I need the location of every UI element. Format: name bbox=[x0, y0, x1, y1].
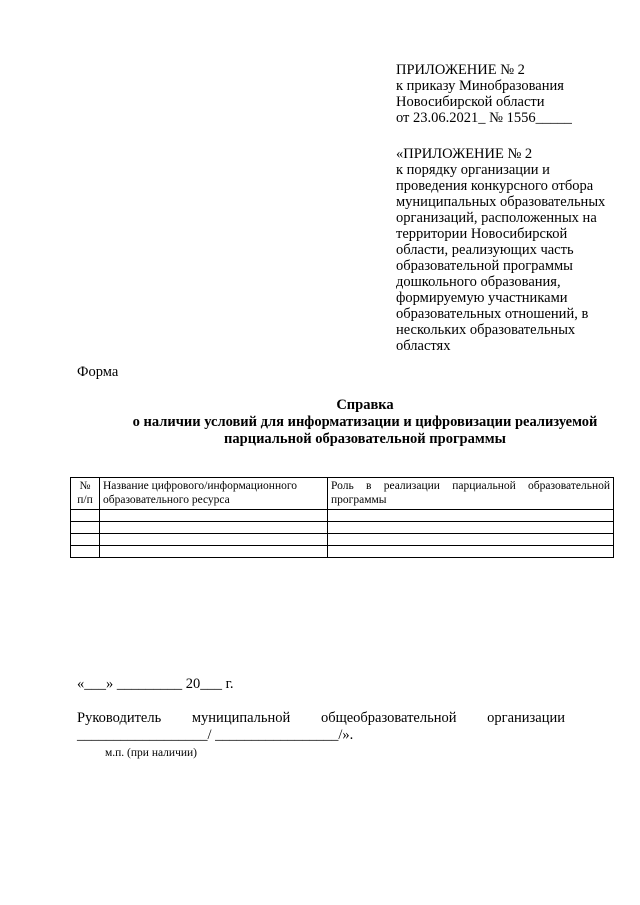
header-role: Роль в реализации парциальной образовательной программы bbox=[328, 478, 614, 510]
order-line-3: Новосибирской области bbox=[396, 94, 545, 110]
table-header-row bbox=[71, 478, 614, 510]
title-line-1: Справка bbox=[336, 397, 394, 413]
table-row bbox=[71, 546, 614, 558]
signature-line: __________________/ _________________/». bbox=[77, 727, 354, 743]
table-cell[interactable] bbox=[100, 546, 328, 558]
order-line-1: ПРИЛОЖЕНИЕ № 2 bbox=[396, 62, 525, 78]
order-line-2: к приказу Минобразования bbox=[396, 78, 564, 94]
appendix-line-12: нескольких образовательных bbox=[396, 322, 576, 338]
form-label: Форма bbox=[77, 364, 119, 380]
date-field: «___» _________ 20___ г. bbox=[77, 676, 234, 692]
appendix-line-10: формируемую участниками bbox=[396, 290, 568, 306]
director-word-2: муниципальной bbox=[191, 710, 291, 726]
appendix-line-2: к порядку организации и bbox=[396, 162, 550, 178]
appendix-line-9: дошкольного образования, bbox=[396, 274, 561, 290]
appendix-line-13: областях bbox=[396, 338, 451, 354]
appendix-line-5: организаций, расположенных на bbox=[396, 210, 597, 226]
order-reference-block bbox=[396, 62, 616, 126]
table-cell[interactable] bbox=[100, 522, 328, 534]
appendix-line-6: территории Новосибирской bbox=[396, 226, 568, 242]
appendix-line-1: «ПРИЛОЖЕНИЕ № 2 bbox=[396, 146, 533, 162]
director-word-3: общеобразовательной bbox=[320, 710, 457, 726]
table-row bbox=[71, 510, 614, 522]
appendix-line-4: муниципальных образовательных bbox=[396, 194, 606, 210]
resources-table bbox=[70, 477, 614, 558]
table-cell[interactable] bbox=[71, 534, 100, 546]
table-cell[interactable] bbox=[328, 510, 614, 522]
document-title bbox=[100, 397, 630, 448]
table-cell[interactable] bbox=[100, 510, 328, 522]
appendix-line-11: образовательных отношений, в bbox=[396, 306, 589, 322]
table-row bbox=[71, 534, 614, 546]
table-cell[interactable] bbox=[328, 522, 614, 534]
appendix-line-3: проведения конкурсного отбора bbox=[396, 178, 594, 194]
title-line-2: о наличии условий для информатизации и цифровизации реализуемой bbox=[132, 414, 598, 430]
director-signature-block bbox=[77, 710, 565, 744]
order-line-4: от 23.06.2021_ № 1556_____ bbox=[396, 110, 572, 126]
header-number: № п/п bbox=[71, 478, 100, 510]
appendix-line-7: области, реализующих часть bbox=[396, 242, 574, 258]
appendix-line-8: образовательной программы bbox=[396, 258, 573, 274]
table-cell[interactable] bbox=[71, 522, 100, 534]
stamp-note: м.п. (при наличии) bbox=[105, 747, 197, 759]
table-cell[interactable] bbox=[100, 534, 328, 546]
director-word-1: Руководитель bbox=[77, 710, 162, 726]
table-row bbox=[71, 522, 614, 534]
table-cell[interactable] bbox=[328, 534, 614, 546]
table-cell[interactable] bbox=[71, 546, 100, 558]
table-cell[interactable] bbox=[71, 510, 100, 522]
header-resource-name: Название цифрового/информационного образовательного ресурса bbox=[100, 478, 328, 510]
director-word-4: организации bbox=[487, 710, 565, 726]
title-line-3: парциальной образовательной программы bbox=[224, 431, 506, 447]
table-cell[interactable] bbox=[328, 546, 614, 558]
director-title-row bbox=[77, 710, 565, 727]
appendix-reference-block bbox=[396, 146, 616, 354]
